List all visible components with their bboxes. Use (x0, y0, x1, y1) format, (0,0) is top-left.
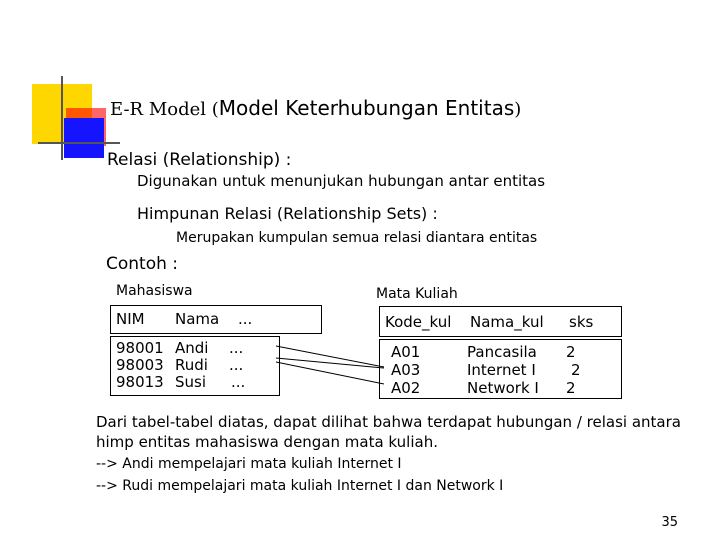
matakuliah-row-3-sks: 2 (566, 379, 576, 397)
matakuliah-header-sks: sks (569, 313, 594, 331)
matakuliah-row-3-nama: Network I (467, 379, 539, 397)
mahasiswa-row-2-more: ... (229, 356, 244, 374)
decor-vertical-line (61, 76, 63, 160)
note-andi: --> Andi mempelajari mata kuliah Internet I (96, 456, 402, 472)
relasi-description: Digunakan untuk menunjukan hubungan antar entitas (137, 172, 546, 190)
mahasiswa-header-box (110, 305, 322, 334)
mahasiswa-row-1-nama: Andi (175, 339, 209, 357)
matakuliah-row-2-sks: 2 (571, 361, 581, 379)
mahasiswa-row-3-more: ... (231, 373, 246, 391)
mahasiswa-header-nim: NIM (116, 310, 145, 328)
relation-line-andi-internet (276, 346, 384, 367)
matakuliah-caption: Mata Kuliah (376, 286, 458, 302)
matakuliah-row-1-sks: 2 (566, 343, 576, 361)
mahasiswa-body-box (110, 336, 280, 396)
matakuliah-header-kode: Kode_kul (385, 313, 452, 331)
matakuliah-row-2-nama: Internet I (467, 361, 536, 379)
title-suffix: ) (514, 99, 522, 120)
relation-line-rudi-internet (276, 358, 384, 368)
matakuliah-row-3-kode: A02 (391, 379, 421, 397)
relation-line-rudi-network (276, 362, 384, 384)
mahasiswa-row-1-more: ... (229, 339, 244, 357)
decor-horizontal-line (38, 142, 120, 144)
mahasiswa-caption: Mahasiswa (116, 283, 193, 299)
mahasiswa-row-3-nama: Susi (175, 373, 207, 391)
himpunan-description: Merupakan kumpulan semua relasi diantara entitas (176, 230, 538, 246)
himpunan-heading: Himpunan Relasi (Relationship Sets) : (137, 204, 438, 223)
mahasiswa-row-1-nim: 98001 (116, 339, 164, 357)
matakuliah-header-box (379, 306, 622, 337)
conclusion-text: Dari tabel-tabel diatas, dapat dilihat bahwa terdapat hubungan / relasi antara himp entitas mahasiswa dengan mata kuliah. (96, 413, 681, 451)
matakuliah-row-2-kode: A03 (391, 361, 421, 379)
matakuliah-body-box (379, 339, 622, 399)
mahasiswa-header-more: ... (238, 310, 253, 328)
page-number: 35 (661, 515, 678, 530)
matakuliah-row-1-kode: A01 (391, 343, 421, 361)
mahasiswa-row-2-nama: Rudi (175, 356, 208, 374)
matakuliah-row-1-nama: Pancasila (467, 343, 537, 361)
title-prefix: E-R Model ( (110, 99, 219, 120)
title-main: Model Keterhubungan Entitas (218, 96, 515, 120)
decor-blue-square (64, 118, 104, 158)
contoh-label: Contoh : (106, 254, 179, 274)
relasi-heading: Relasi (Relationship) : (107, 150, 292, 170)
slide-title (110, 96, 521, 122)
note-rudi: --> Rudi mempelajari mata kuliah Internet I dan Network I (96, 478, 504, 494)
mahasiswa-row-3-nim: 98013 (116, 373, 164, 391)
mahasiswa-header-nama: Nama (175, 310, 220, 328)
matakuliah-header-nama: Nama_kul (470, 313, 544, 331)
mahasiswa-row-2-nim: 98003 (116, 356, 164, 374)
